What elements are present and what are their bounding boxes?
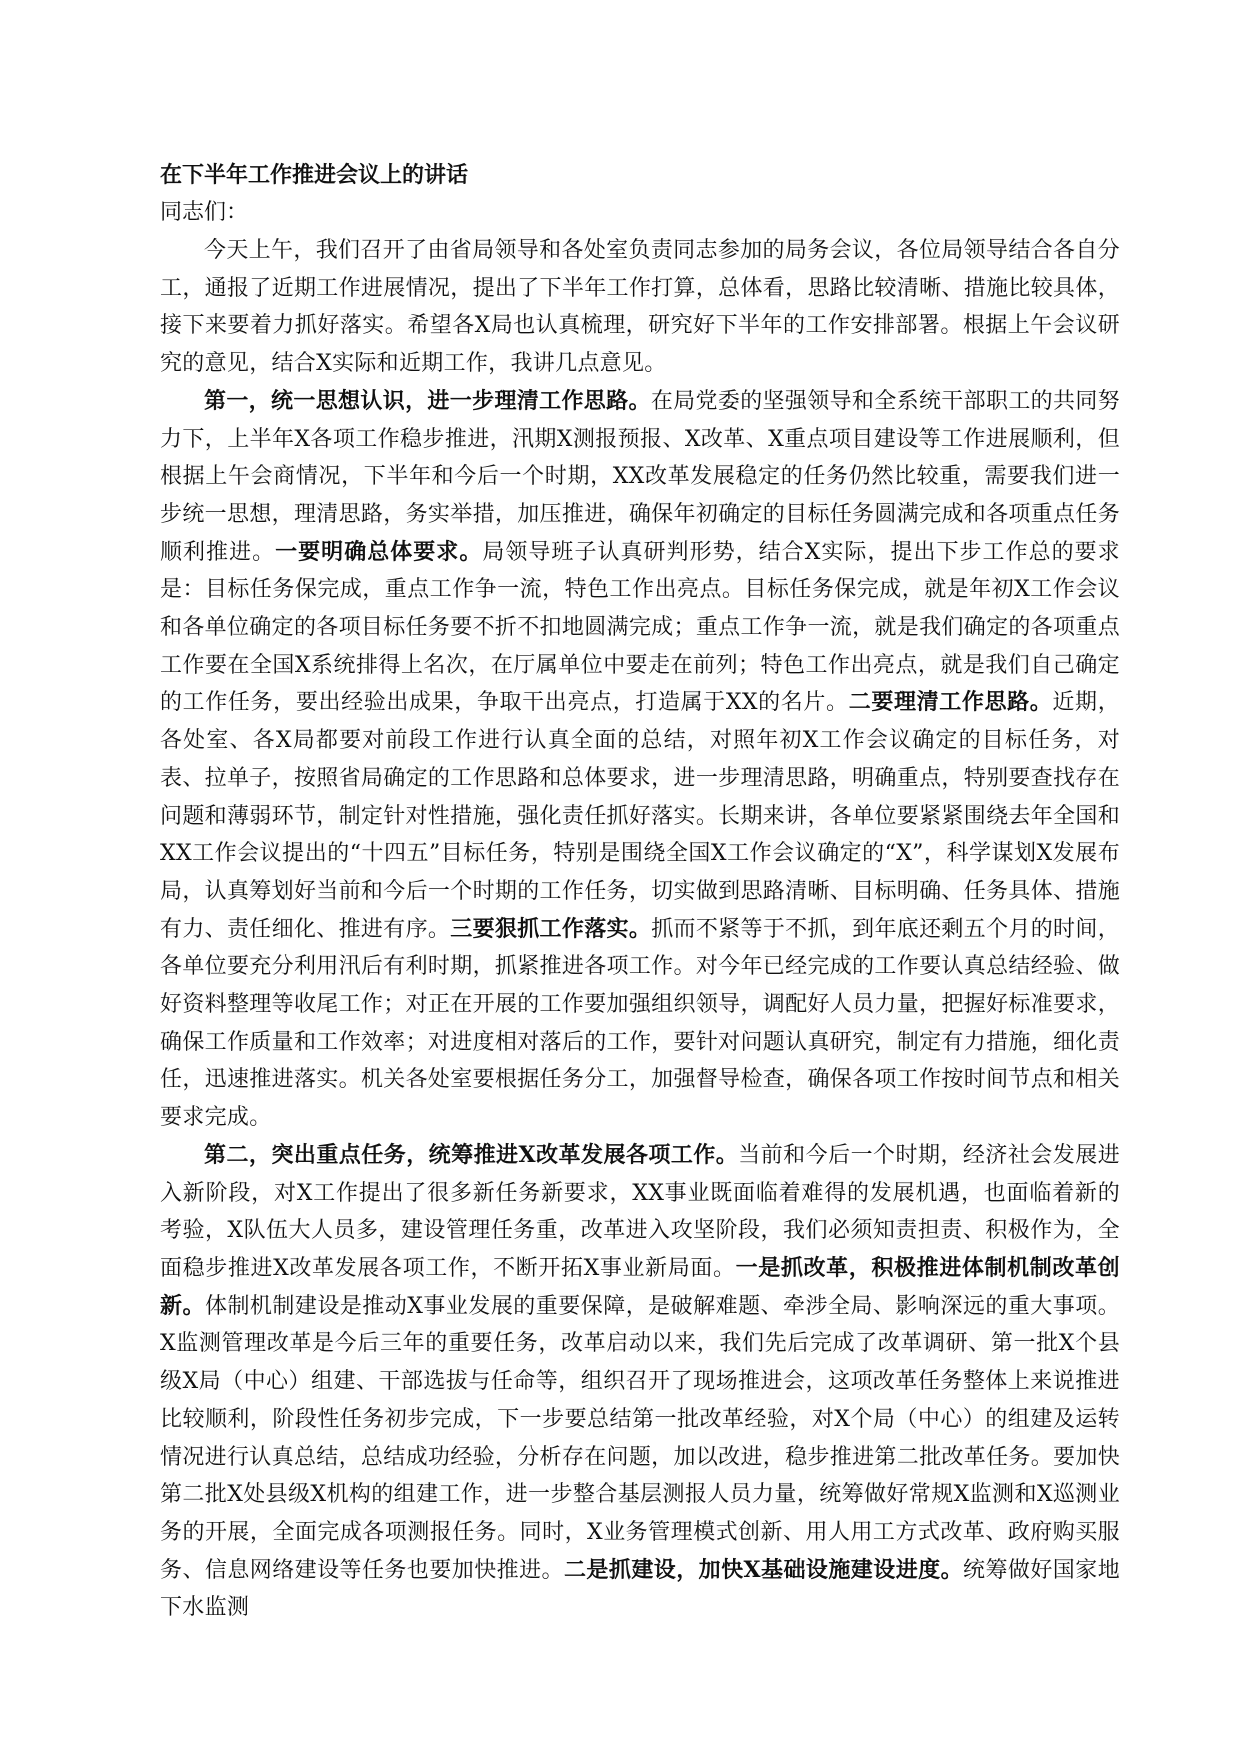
paragraph-text: 在局党委的坚强领导和全系统干部职工的共同努力下，上半年X各项工作稳步推进，汛期X测报预报、X改革、X重点项目建设等工作进展顺利，但根据上午会商情况，下半年和今后一个时期，XX改革发展稳定的任务仍然比较重，需要我们进一步统一思想，理清思路，务实举措，加压推进，确保年初确定的目标任务圆满完成和各项重点任务顺利推进。 (160, 388, 1120, 565)
body-paragraph (160, 232, 1120, 383)
paragraph-text: 统筹做好国家地下水监测 (160, 1557, 1120, 1621)
paragraph-text: 今天上午，我们召开了由省局领导和各处室负责同志参加的局务会议，各位局领导结合各自分工，通报了近期工作进展情况，提出了下半年工作打算，总体看，思路比较清晰、措施比较具体，接下来要着力抓好落实。希望各X局也认真梳理，研究好下半年的工作安排部署。根据上午会议研究的意见，结合X实际和近期工作，我讲几点意见。 (160, 238, 1120, 377)
paragraph-text: 近期，各处室、各X局都要对前段工作进行认真全面的总结，对照年初X工作会议确定的目标任务，对表、拉单子，按照省局确定的工作思路和总体要求，进一步理清思路，明确重点，特别要查找存在问题和薄弱环节，制定针对性措施，强化责任抓好落实。长期来讲，各单位要紧紧围绕去年全国和XX工作会议提出的“十四五”目标任务，特别是围绕全国X工作会议确定的“X”，科学谋划X发展布局，认真筹划好当前和今后一个时期的工作任务，切实做到思路清晰、目标明确、任务具体、措施有力、责任细化、推进有序。 (160, 690, 1120, 942)
document-title: 在下半年工作推进会议上的讲话 (160, 162, 469, 188)
body-paragraph (160, 1137, 1120, 1627)
paragraph-heading: 三要狠抓工作落实。 (450, 915, 652, 942)
document-body (160, 232, 1120, 1627)
paragraph-text: 抓而不紧等于不抓，到年底还剩五个月的时间，各单位要充分利用汛后有利时期，抓紧推进各项工作。对今年已经完成的工作要认真总结经验、做好资料整理等收尾工作；对正在开展的工作要加强组织领导，调配好人员力量，把握好标准要求，确保工作质量和工作效率；对进度相对落后的工作，要针对问题认真研究，制定有力措施，细化责任，迅速推进落实。机关各处室要根据任务分工，加强督导检查，确保各项工作按时间节点和相关要求完成。 (160, 916, 1121, 1131)
paragraph-heading: 二要理清工作思路。 (848, 689, 1053, 716)
document-page (160, 156, 1120, 1627)
paragraph-heading: 一是抓改革，积极推进体制机制改革创新。 (160, 1254, 1120, 1319)
body-paragraph (160, 383, 1120, 1137)
salutation: 同志们： (160, 200, 249, 225)
paragraph-heading: 一要明确总体要求。 (275, 538, 483, 565)
paragraph-heading: 二是抓建设，加快X基础设施建设进度。 (563, 1556, 964, 1583)
paragraph-heading: 第一，统一思想认识，进一步理清工作思路。 (204, 387, 651, 414)
paragraph-text: 当前和今后一个时期，经济社会发展进入新阶段，对X工作提出了很多新任务新要求，XX事业既面临着难得的发展机遇，也面临着新的考验，X队伍大人员多，建设管理任务重，改革进入攻坚阶段，我们必须知责担责、积极作为，全面稳步推进X改革发展各项工作，不断开拓X事业新局面。 (160, 1142, 1120, 1281)
paragraph-heading: 第二，突出重点任务，统筹推进X改革发展各项工作。 (204, 1141, 739, 1168)
paragraph-text: 局领导班子认真研判形势，结合X实际，提出下步工作总的要求是：目标任务保完成，重点工作争一流，特色工作出亮点。目标任务保完成，就是年初X工作会议和各单位确定的各项目标任务要不折不扣地圆满完成；重点工作争一流，就是我们确定的各项重点工作要在全国X系统排得上名次，在厅属单位中要走在前列；特色工作出亮点，就是我们自己确定的工作任务，要出经验出成果，争取干出亮点，打造属于XX的名片。 (160, 539, 1120, 716)
paragraph-text: 体制机制建设是推动X事业发展的重要保障，是破解难题、牵涉全局、影响深远的重大事项。X监测管理改革是今后三年的重要任务，改革启动以来，我们先后完成了改革调研、第一批X个县级X局（中心）组建、干部选拔与任命等，组织召开了现场推进会，这项改革任务整体上来说推进比较顺利，阶段性任务初步完成，下一步要总结第一批改革经验，对X个局（中心）的组建及运转情况进行认真总结，总结成功经验，分析存在问题，加以改进，稳步推进第二批改革任务。要加快第二批X处县级X机构的组建工作，进一步整合基层测报人员力量，统筹做好常规X监测和X巡测业务的开展，全面完成各项测报任务。同时，X业务管理模式创新、用人用工方式改革、政府购买服务、信息网络建设等任务也要加快推进。 (160, 1293, 1121, 1583)
